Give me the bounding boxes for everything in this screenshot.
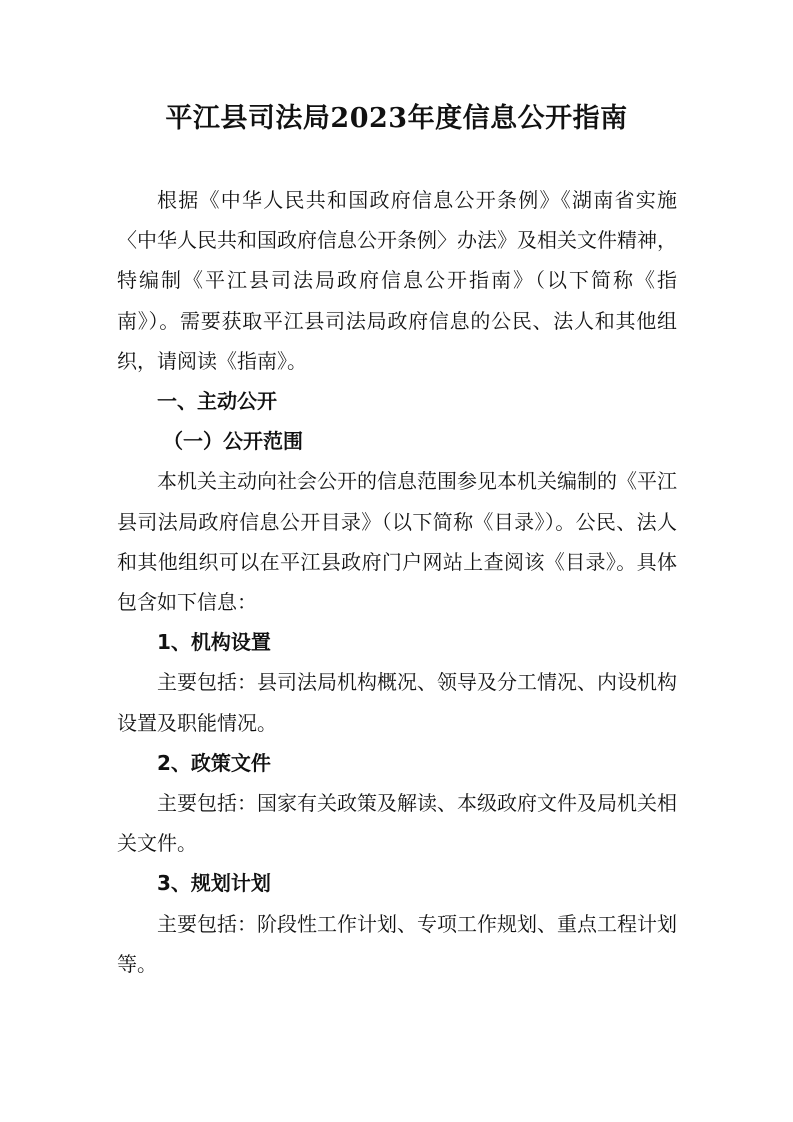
item-heading-policy-documents: 2、政策文件 (157, 750, 271, 775)
item-text-organization: 主要包括：县司法局机构概况、领导及分工情况、内设机构设置及职能情况。 (117, 670, 677, 735)
document-title: 平江县司法局2023年度信息公开指南 (165, 103, 628, 134)
item-text-policy-documents: 主要包括：国家有关政策及解读、本级政府文件及局机关相关文件。 (117, 791, 677, 856)
item-heading-plans: 3、规划计划 (157, 871, 271, 896)
subsection-heading-scope: （一）公开范围 (163, 429, 303, 454)
item-text-plans: 主要包括：阶段性工作计划、专项工作规划、重点工程计划等。 (117, 911, 677, 976)
section-heading-active-disclosure: 一、主动公开 (157, 389, 277, 414)
item-heading-organization: 1、机构设置 (157, 630, 271, 655)
document-body (117, 180, 677, 984)
scope-paragraph: 本机关主动向社会公开的信息范围参见本机关编制的《平江县司法局政府信息公开目录》（以下简称《目录》）。公民、法人和其他组织可以在平江县政府门户网站上查阅该《目录》。具体包含如下信息： (117, 469, 677, 615)
intro-paragraph: 根据《中华人民共和国政府信息公开条例》《湖南省实施〈中华人民共和国政府信息公开条例〉办法》及相关文件精神，特编制《平江县司法局政府信息公开指南》（以下简称《指南》）。需要获取平江县司法局政府信息的公民、法人和其他组织，请阅读《指南》。 (117, 188, 677, 373)
